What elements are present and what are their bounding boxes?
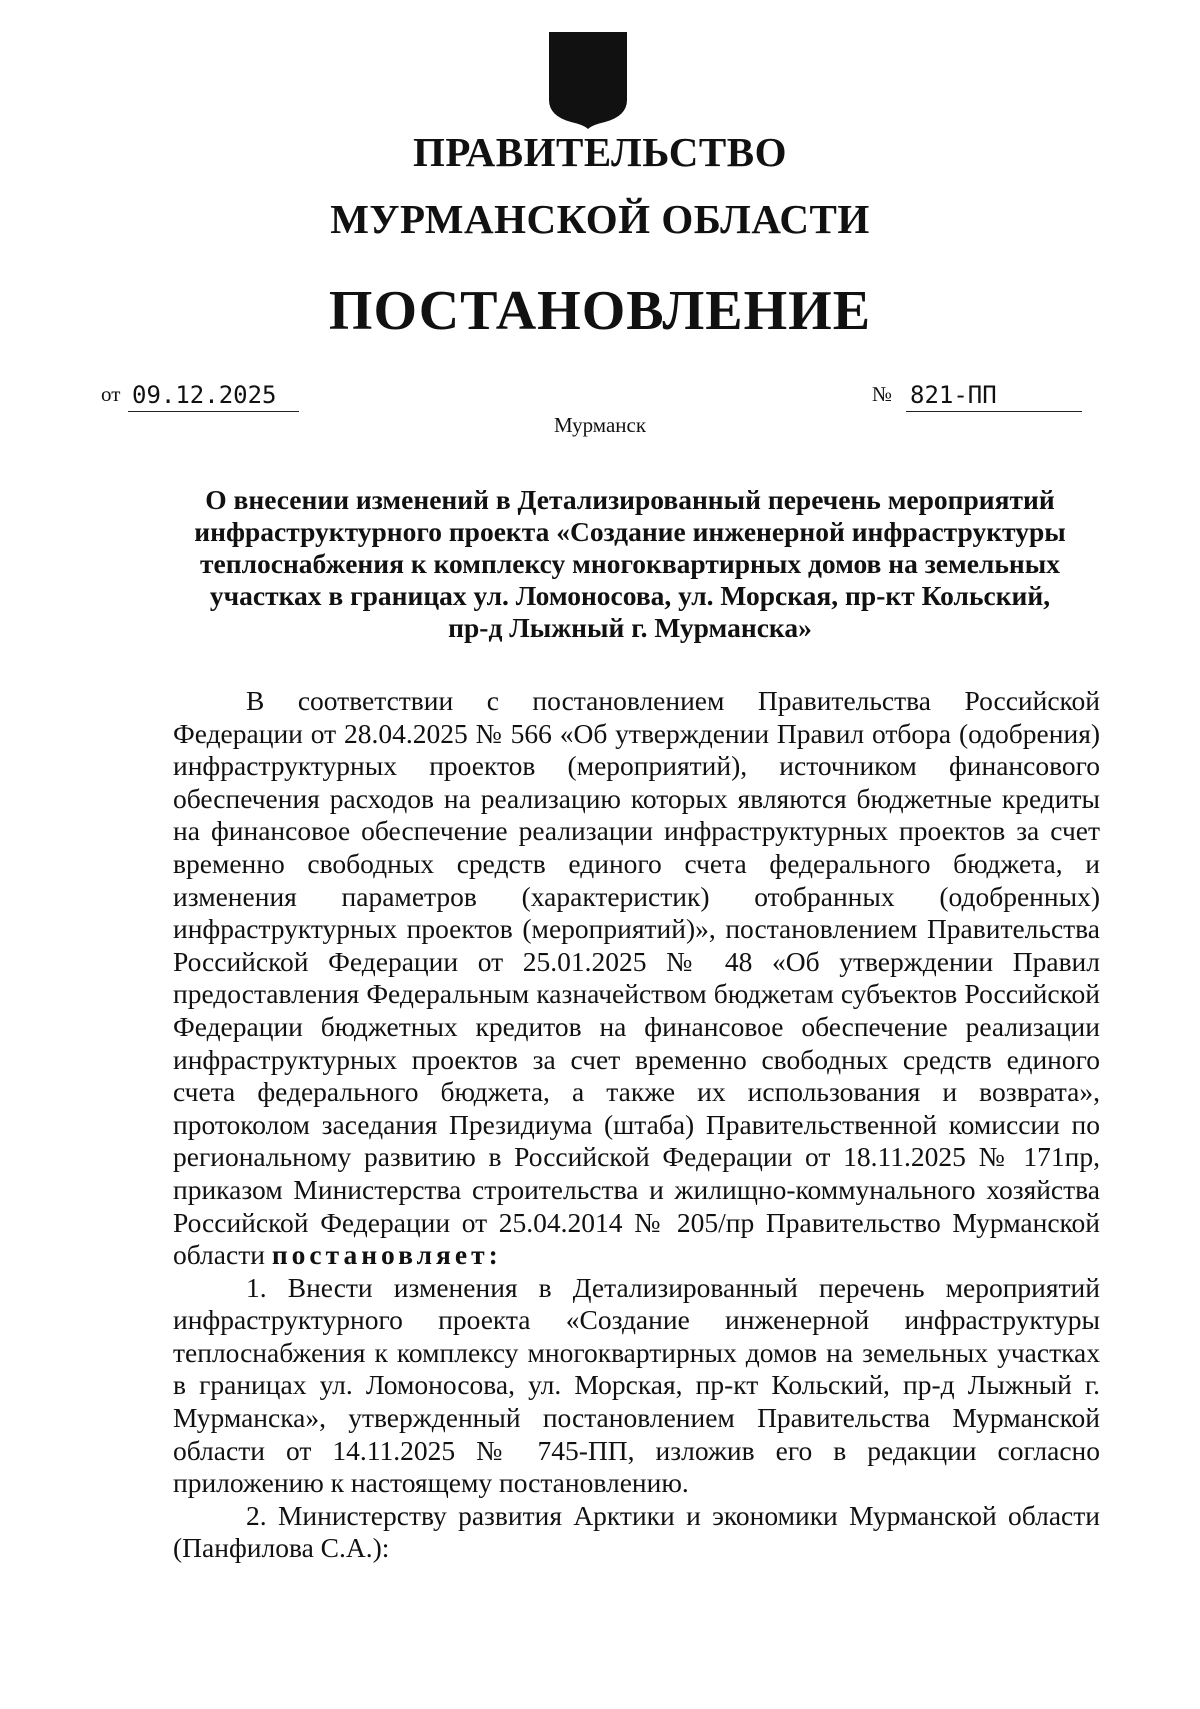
coat-of-arms-icon — [547, 30, 629, 130]
title-line: участках в границах ул. Ломоносова, ул. Морская, пр-кт Кольский, — [209, 580, 1051, 611]
document-type: ПОСТАНОВЛЕНИЕ — [328, 280, 872, 342]
document-body — [173, 685, 1100, 1565]
city: Мурманск — [553, 413, 647, 437]
date-value: 09.12.2025 — [128, 379, 299, 412]
organization-name-line-1: ПРАВИТЕЛЬСТВО — [412, 129, 788, 175]
title-line: теплоснабжения к комплексу многоквартирных домов на земельных — [200, 548, 1060, 579]
point-paragraph: 1. Внести изменения в Детализированный перечень мероприятий инфраструктурного проекта «Создание инженерной инфраструктуры теплоснабжения к комплексу многоквартирных домов на земельных участках в границах ул. Ломоносова, ул. Морская, пр-кт Кольский, пр-д Лыжный г. Мурманска», утвержденный постановлением Правительства Мурманской области от 14.11.2025 № 745-ПП, изложив его в редакции согласно приложению к настоящему постановлению. — [173, 1271, 1100, 1499]
number-value: 821-ПП — [906, 379, 1082, 412]
organization-name-line-2: МУРМАНСКОЙ ОБЛАСТИ — [330, 196, 870, 242]
date-prefix: от — [101, 382, 121, 406]
title-line: инфраструктурного проекта «Создание инженерной инфраструктуры — [194, 516, 1066, 547]
title-line: пр-д Лыжный г. Мурманска» — [448, 612, 812, 643]
point-paragraph: 2. Министерству развития Арктики и экономики Мурманской области (Панфилова С.А.): — [173, 1499, 1100, 1564]
decree-word: постановляет: — [271, 1239, 502, 1271]
preamble-text: В соответствии с постановлением Правительства Российской Федерации от 28.04.2025 № 566 «Об утверждении Правил отбора (одобрения) инфраструктурных проектов (мероприятий), источником финансового обеспечения расходов на реализацию которых являются бюджетные кредиты на финансовое обеспечение реализации инфраструктурных проектов за счет временно свободных средств единого счета федерального бюджета, и изменения параметров (характеристик) отобранных (одобренных) инфраструктурных проектов (мероприятий)», постановлением Правительства Российской Федерации от 25.01.2025 № 48 «Об утверждении Правил предоставления Федеральным казначейством бюджетам субъектов Российской Федерации бюджетных кредитов на финансовое обеспечение реализации инфраструктурных проектов за счет временно свободных средств единого счета федерального бюджета, а также их использования и возврата», протоколом заседания Президиума (штаба) Правительственной комиссии по региональному развитию в Российской Федерации от 18.11.2025 № 171пр, приказом Министерства строительства и жилищно-коммунального хозяйства Российской Федерации от 25.04.2014 № 205/пр Правительство Мурманской области — [173, 685, 1100, 1271]
number-prefix: № — [872, 382, 893, 406]
preamble-paragraph — [173, 685, 1100, 1272]
title-line: О внесении изменений в Детализированный перечень мероприятий — [205, 484, 1055, 515]
document-title — [170, 484, 1090, 644]
